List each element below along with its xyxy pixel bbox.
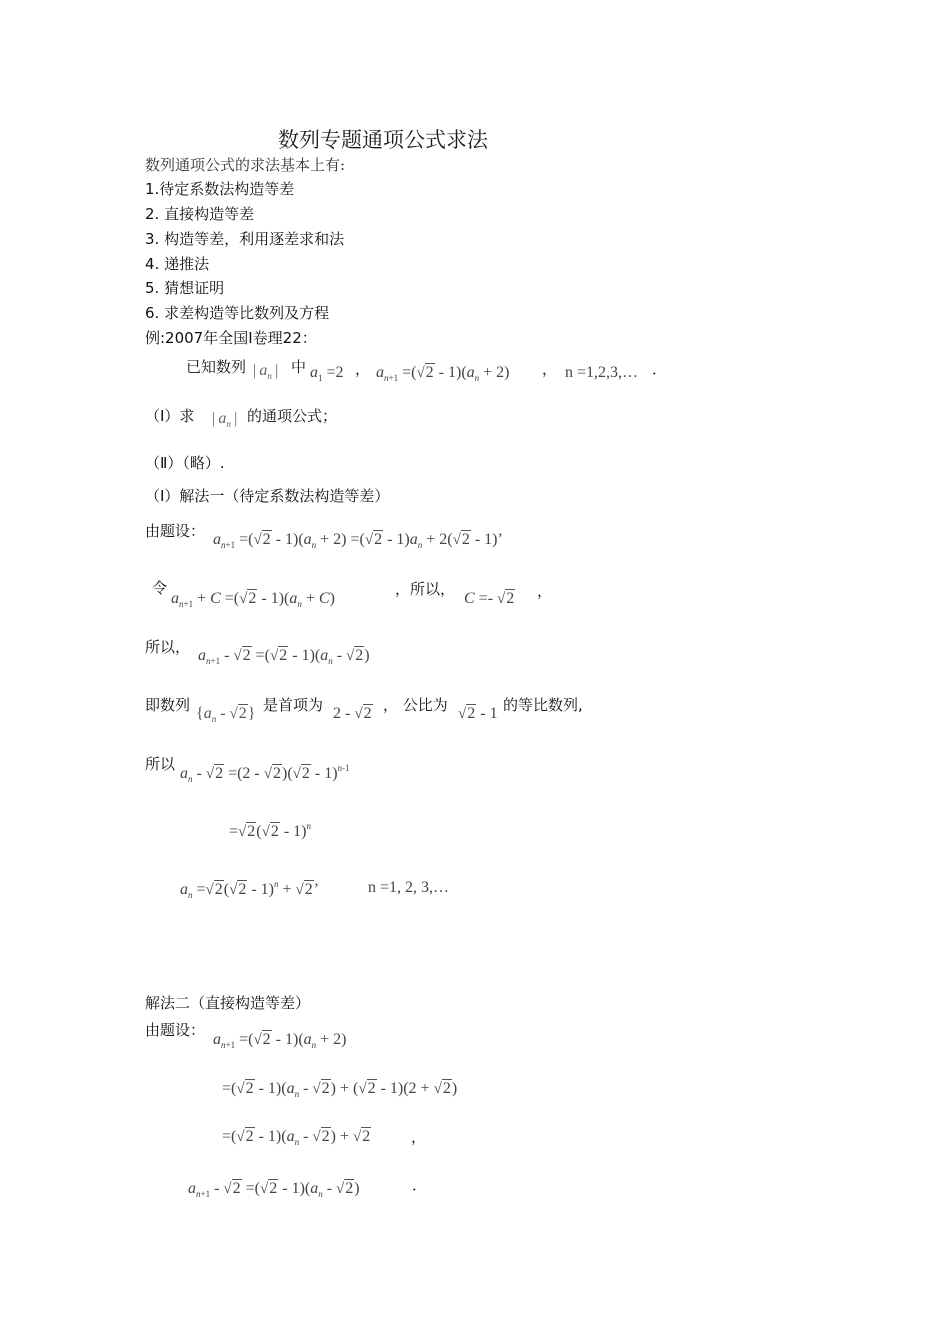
formula-let-c: $a_{n+1} + C =(√2 - 1)(a_n + C)$ — [171, 590, 335, 609]
formula-s2-line3: $=(√2 - 1)(a_n - √2) + √2$ — [222, 1128, 371, 1147]
method-item: 5. 猜想证明 — [145, 279, 225, 297]
part1-suffix: 的通项公式； — [247, 407, 338, 425]
so3-label: 所以 — [145, 755, 176, 773]
comma: ， — [355, 360, 371, 378]
period: ． — [652, 360, 668, 378]
given-label: 由题设： — [145, 1021, 206, 1039]
formula-ratio: √2 - 1 — [458, 705, 498, 722]
formula-a1: $a_1 =2$ — [310, 364, 344, 383]
ratio-text: ， 公比为 — [383, 696, 448, 714]
page-title: 数列专题通项公式求法 — [278, 128, 488, 152]
comma: ， — [537, 582, 553, 600]
problem-lead: 已知数列 — [186, 358, 247, 376]
so-text: ，所以， — [395, 580, 456, 598]
method-item: 3. 构造等差，利用逐差求和法 — [145, 230, 345, 248]
intro-text: 数列通项公式的求法基本上有: — [145, 156, 346, 174]
example-label: 例:2007年全国Ⅰ卷理22： — [145, 329, 317, 347]
formula-result: $a_n =√2(√2 - 1)^n + √2$’ — [180, 879, 320, 900]
formula-s2-line2: $=(√2 - 1)(a_n - √2) + (√2 - 1)(2 + √2)$ — [222, 1080, 458, 1099]
formula-n-range: n =1,2,3,… — [565, 364, 639, 381]
period: ． — [412, 1176, 428, 1194]
part2: （Ⅱ）（略）. — [145, 454, 225, 472]
part1-prefix: （Ⅰ）求 — [145, 407, 195, 425]
formula-simplify: =√2(√2 - 1)$^n$ — [229, 821, 311, 840]
formula-general: $a_n - √2 =(2 - √2)(√2 - 1)^{n-1}$ — [180, 763, 350, 784]
formula-expand: $a_{n+1} =(√2 - 1)(a_n + 2) =(√2 - 1)a_n + 2(√2 - 1)$’ — [213, 531, 503, 550]
formula-first-term: 2 - √2 — [333, 705, 372, 722]
geo-suffix: 的等比数列, — [503, 696, 583, 714]
formula-s2-line4: $a_{n+1} - √2 =(√2 - 1)(a_n - √2)$ — [188, 1180, 360, 1199]
method-item: 2. 直接构造等差 — [145, 205, 255, 223]
given-label: 由题设： — [145, 522, 206, 540]
formula-n-list: n =1, 2, 3,… — [368, 879, 450, 896]
method-item: 4. 递推法 — [145, 255, 210, 273]
formula-seq-an: | $a_n$ | — [253, 362, 279, 381]
formula-shifted: $a_{n+1} - √2 =(√2 - 1)(a_n - √2)$ — [198, 647, 370, 666]
first-term-text: 是首项为 — [263, 696, 324, 714]
problem-mid: 中 — [291, 358, 307, 376]
formula-seq-an: | $a_n$ | — [212, 410, 238, 429]
comma: ， — [411, 1128, 427, 1146]
solution2-heading: 解法二（直接构造等差） — [145, 994, 311, 1012]
formula-seq-shift: $\{a_n - √2\}$ — [196, 705, 256, 724]
seq-prefix: 即数列 — [145, 696, 191, 714]
method-item: 1.待定系数法构造等差 — [145, 180, 295, 198]
comma: ， — [542, 360, 558, 378]
method-item: 6. 求差构造等比数列及方程 — [145, 304, 330, 322]
solution1-heading: （Ⅰ）解法一（待定系数法构造等差） — [145, 487, 390, 505]
formula-recurrence: $a_{n+1} =(√2 - 1)(a_n + 2)$ — [376, 364, 510, 383]
let-label: 令 — [152, 579, 168, 597]
so2-label: 所以， — [145, 638, 191, 656]
formula-s2-line1: $a_{n+1} =(√2 - 1)(a_n + 2)$ — [213, 1031, 347, 1050]
formula-c-value: C =- √2 — [464, 590, 515, 607]
